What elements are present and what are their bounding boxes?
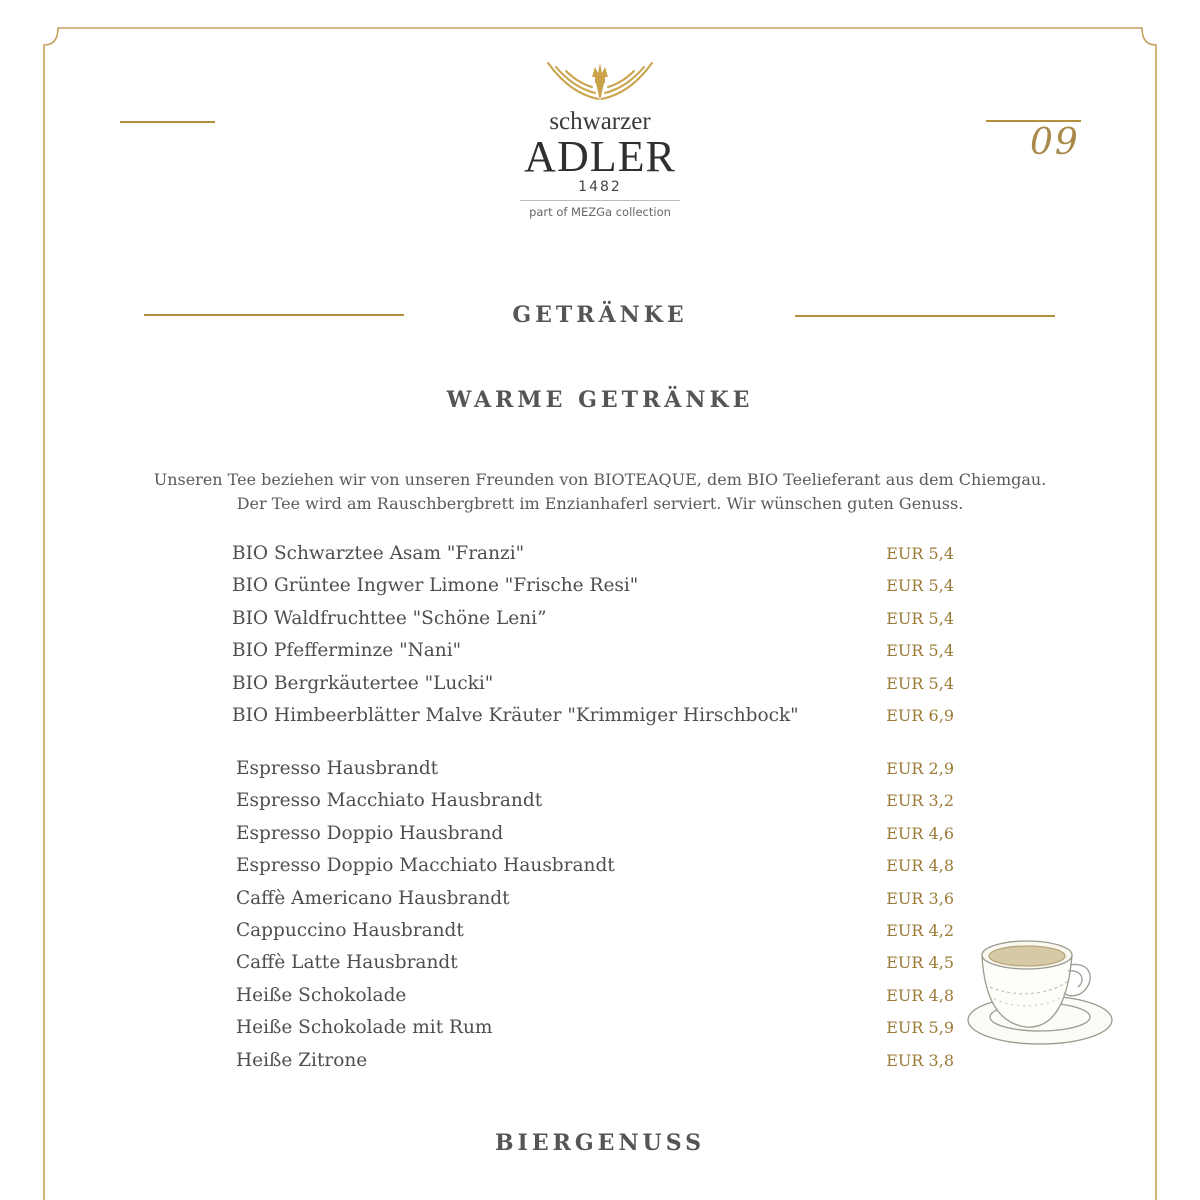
item-name: BIO Bergrkäutertee "Lucki" [232, 672, 494, 694]
header-line-left [120, 121, 215, 123]
menu-item [236, 790, 954, 822]
item-price: EUR 6,9 [886, 705, 954, 725]
item-price: EUR 5,4 [886, 576, 954, 596]
item-price: EUR 5,4 [886, 641, 954, 661]
item-name: Espresso Doppio Hausbrand [236, 822, 504, 844]
menu-item [236, 920, 954, 952]
intro-text [100, 468, 1100, 516]
item-price: EUR 4,2 [886, 920, 954, 940]
item-price: EUR 5,4 [886, 544, 954, 563]
item-name: Espresso Hausbrandt [236, 758, 439, 779]
brand-logo [490, 55, 710, 219]
item-name: Heiße Schokolade [236, 984, 407, 1006]
intro-line-1: Unseren Tee beziehen wir von unseren Freunden von BIOTEAQUE, dem BIO Teelieferant aus dem Chiemgau. [153, 470, 1047, 489]
item-name: Caffè Americano Hausbrandt [236, 887, 510, 909]
item-price: EUR 3,2 [886, 791, 954, 811]
menu-item [232, 608, 954, 640]
menu-item [236, 952, 954, 984]
coffee-list [236, 758, 954, 1082]
item-name: Heiße Zitrone [236, 1049, 368, 1071]
next-section-title: BIERGENUSS [494, 1130, 706, 1156]
item-price: EUR 5,9 [886, 1018, 954, 1038]
menu-item [232, 705, 954, 737]
item-name: BIO Pfefferminze "Nani" [232, 640, 462, 662]
brand-subline: part of MEZGa collection [529, 205, 671, 219]
item-name: Heiße Schokolade mit Rum [236, 1017, 493, 1039]
tea-list [232, 543, 954, 737]
item-price: EUR 4,8 [886, 985, 954, 1005]
item-price: EUR 3,6 [886, 888, 954, 908]
brand-name-line1: schwarzer [549, 108, 651, 135]
section-title: GETRÄNKE [512, 302, 688, 328]
item-price: EUR 5,4 [886, 608, 954, 628]
menu-item [236, 888, 954, 920]
item-price: EUR 4,8 [886, 856, 954, 876]
item-name: Cappuccino Hausbrandt [236, 919, 464, 941]
menu-item [236, 855, 954, 887]
intro-line-2: Der Tee wird am Rauschbergbrett im Enzianhaferl serviert. Wir wünschen guten Genuss. [236, 494, 964, 513]
item-name: BIO Schwarztee Asam "Franzi" [232, 543, 525, 564]
item-name: Caffè Latte Hausbrandt [236, 952, 458, 974]
item-price: EUR 5,4 [886, 673, 954, 693]
eagle-wings-logo-icon [540, 55, 660, 107]
item-price: EUR 2,9 [886, 759, 954, 778]
logo-divider [520, 200, 680, 201]
menu-item [232, 543, 954, 575]
menu-item [236, 1017, 954, 1049]
menu-item [236, 758, 954, 790]
brand-year: 1482 [578, 179, 622, 195]
item-price: EUR 3,8 [886, 1050, 954, 1070]
menu-item [236, 1050, 954, 1082]
item-name: BIO Himbeerblätter Malve Kräuter "Krimmiger Hirschbock" [232, 704, 799, 726]
item-name: Espresso Macchiato Hausbrandt [236, 790, 543, 812]
coffee-cup-illustration-icon [960, 925, 1120, 1055]
menu-item [236, 985, 954, 1017]
menu-item [232, 673, 954, 705]
menu-item [236, 823, 954, 855]
subsection-title: WARME GETRÄNKE [446, 387, 754, 413]
menu-item [232, 575, 954, 607]
item-price: EUR 4,5 [886, 953, 954, 973]
page-number: 09 [1030, 122, 1080, 163]
item-name: Espresso Doppio Macchiato Hausbrandt [236, 855, 615, 877]
brand-name-line2: ADLER [524, 132, 676, 181]
menu-item [232, 640, 954, 672]
item-price: EUR 4,6 [886, 823, 954, 843]
item-name: BIO Waldfruchttee "Schöne Leni” [232, 607, 547, 629]
item-name: BIO Grüntee Ingwer Limone "Frische Resi" [232, 575, 639, 597]
